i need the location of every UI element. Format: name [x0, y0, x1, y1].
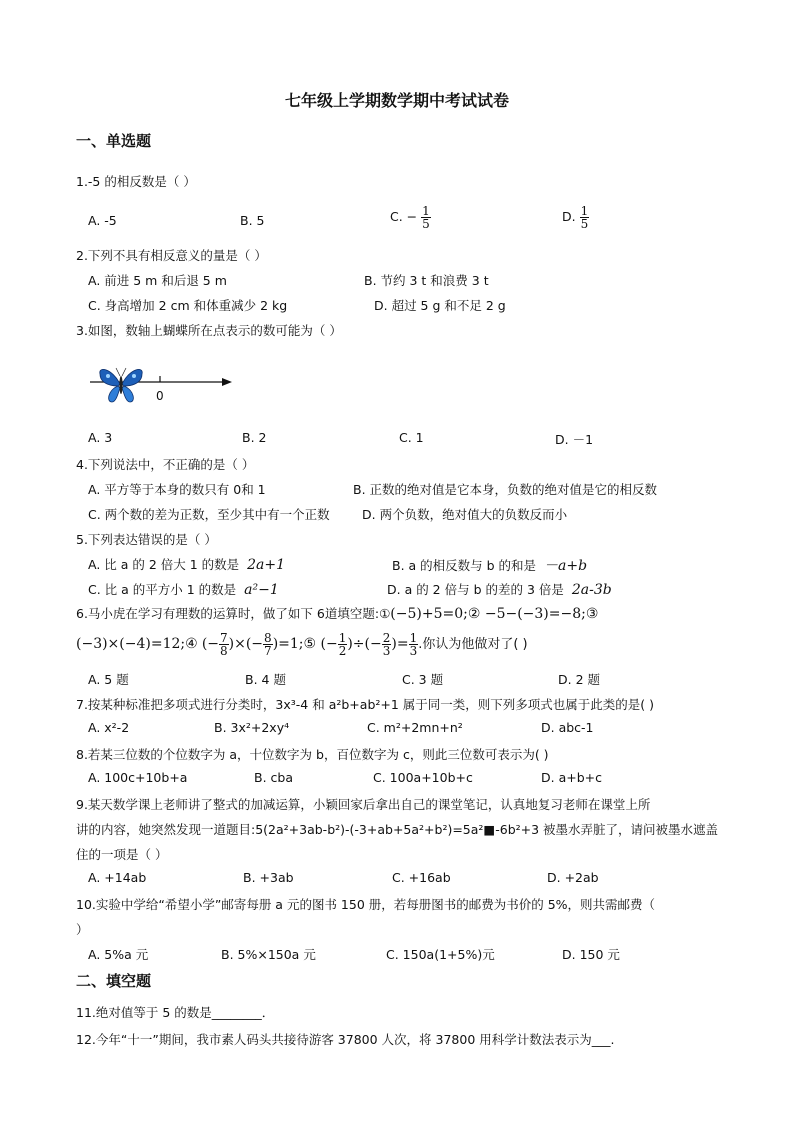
- q9-option-d: D. +2ab: [547, 870, 599, 885]
- q1-option-c: C. − $\frac{1}{5}$: [390, 204, 430, 231]
- fraction-7-8: $\frac{7}{8}$: [220, 631, 228, 658]
- q10-option-d: D. 150 元: [562, 947, 620, 962]
- question-9-line-1: 9.某天数学课上老师讲了整式的加减运算，小颖回家后拿出自己的课堂笔记，认真地复习老师在课堂上所: [76, 797, 651, 812]
- q10-option-b: B. 5%×150a 元: [221, 947, 316, 962]
- question-10-line-2: ）: [76, 922, 89, 937]
- question-2: 2.下列不具有相反意义的量是（ ）: [76, 248, 267, 263]
- question-6-line-1: 6.马小虎在学习有理数的运算时，做了如下 6道填空题:①(−5)+5=0;② −5−(−3)=−8;③: [76, 606, 599, 622]
- q6-option-c: C. 3 题: [402, 672, 444, 687]
- section-heading-single-choice: 一、单选题: [76, 132, 152, 150]
- q3-option-b: B. 2: [242, 430, 267, 445]
- q2-option-b: B. 节约 3 t 和浪费 3 t: [364, 273, 489, 288]
- q5-option-a: A. 比 a 的 2 倍大 1 的数是 2a+1: [88, 557, 286, 573]
- number-line-zero-label: 0: [156, 389, 164, 403]
- section-heading-fill-in: 二、填空题: [76, 972, 152, 990]
- q9-option-b: B. +3ab: [243, 870, 294, 885]
- fraction-one-fifth: $\frac{1}{5}$: [580, 204, 589, 231]
- q3-option-d: D. －1: [555, 432, 594, 447]
- q1-option-b: B. 5: [240, 213, 265, 228]
- q2-option-c: C. 身高增加 2 cm 和体重减少 2 kg: [88, 298, 288, 313]
- fraction-2-3: $\frac{2}{3}$: [382, 631, 391, 658]
- q5-option-b: B. a 的相反数与 b 的和是 －a+b: [392, 558, 588, 574]
- question-9-line-2: 讲的内容，她突然发现一道题目:5(2a²+3ab-b²)-(-3+ab+5a²+b²)=5a²■-6b²+3 被墨水弄脏了，请问被墨水遮盖: [76, 822, 719, 837]
- fraction-one-fifth: $\frac{1}{5}$: [422, 204, 430, 231]
- fraction-1-3: $\frac{1}{3}$: [409, 631, 418, 658]
- q8-option-a: A. 100c+10b+a: [88, 770, 188, 785]
- q2-option-a: A. 前进 5 m 和后退 5 m: [88, 273, 227, 288]
- q7-option-d: D. abc-1: [541, 720, 594, 735]
- q10-option-c: C. 150a(1+5%)元: [386, 947, 495, 962]
- question-9-line-3: 住的一项是（ ）: [76, 847, 168, 862]
- q4-option-c: C. 两个数的差为正数，至少其中有一个正数: [88, 507, 330, 522]
- q1-option-d: D. $\frac{1}{5}$: [562, 204, 589, 231]
- question-10-line-1: 10.实验中学给“希望小学”邮寄每册 a 元的图书 150 册，若每册图书的邮费为书价的 5%，则共需邮费（: [76, 897, 656, 912]
- q4-option-d: D. 两个负数，绝对值大的负数反而小: [362, 507, 568, 522]
- fraction-8-7: $\frac{8}{7}$: [264, 631, 272, 658]
- q6-option-b: B. 4 题: [245, 672, 286, 687]
- question-11: 11.绝对值等于 5 的数是________．: [76, 1005, 275, 1020]
- q4-option-a: A. 平方等于本身的数只有 0和 1: [88, 482, 266, 497]
- q2-option-d: D. 超过 5 g 和不足 2 g: [374, 298, 506, 313]
- question-1: 1.-5 的相反数是（ ）: [76, 174, 196, 189]
- question-8: 8.若某三位数的个位数字为 a，十位数字为 b，百位数字为 c，则此三位数可表示为( ): [76, 747, 549, 762]
- question-3: 3.如图，数轴上蝴蝶所在点表示的数可能为（ ）: [76, 323, 342, 338]
- q8-option-b: B. cba: [254, 770, 293, 785]
- question-4: 4.下列说法中，不正确的是（ ）: [76, 457, 255, 472]
- q5-option-c: C. 比 a 的平方小 1 的数是 a²−1: [88, 582, 279, 598]
- q7-option-b: B. 3x²+2xy⁴: [214, 720, 290, 735]
- fraction-1-2: $\frac{1}{2}$: [338, 631, 347, 658]
- q6-option-d: D. 2 题: [558, 672, 600, 687]
- q5-option-d: D. a 的 2 倍与 b 的差的 3 倍是 2a-3b: [387, 582, 612, 598]
- question-7: 7.按某种标准把多项式进行分类时，3x³-4 和 a²b+ab²+1 属于同一类，则下列多项式也属于此类的是( ): [76, 697, 655, 712]
- q7-option-c: C. m²+2mn+n²: [367, 720, 463, 735]
- q9-option-c: C. +16ab: [392, 870, 451, 885]
- q10-option-a: A. 5%a 元: [88, 947, 149, 962]
- q9-option-a: A. +14ab: [88, 870, 147, 885]
- q8-option-c: C. 100a+10b+c: [373, 770, 473, 785]
- q3-option-a: A. 3: [88, 430, 113, 445]
- q3-option-c: C. 1: [399, 430, 424, 445]
- q7-option-a: A. x²-2: [88, 720, 130, 735]
- q1-option-a: A. -5: [88, 213, 117, 228]
- q6-option-a: A. 5 题: [88, 672, 129, 687]
- q8-option-d: D. a+b+c: [541, 770, 602, 785]
- question-12: 12.今年“十一”期间，我市素人码头共接待游客 37800 人次，将 37800 用科学计数法表示为___.: [76, 1032, 615, 1047]
- q4-option-b: B. 正数的绝对值是它本身，负数的绝对值是它的相反数: [353, 482, 658, 497]
- butterfly-icon: [100, 368, 142, 402]
- question-6-line-2: (−3)×(−4)=12;④ (− $\frac{7}{8}$ )×(− $\frac{8}{7}$ )=1;⑤ (− $\frac{1}{2}$ )÷(− $\frac{2}{3}$ )= $\frac{1}{3}$ .你认为他做对了( ): [76, 631, 528, 658]
- question-5: 5.下列表达错误的是（ ）: [76, 532, 217, 547]
- page-title: 七年级上学期数学期中考试试卷: [284, 91, 509, 110]
